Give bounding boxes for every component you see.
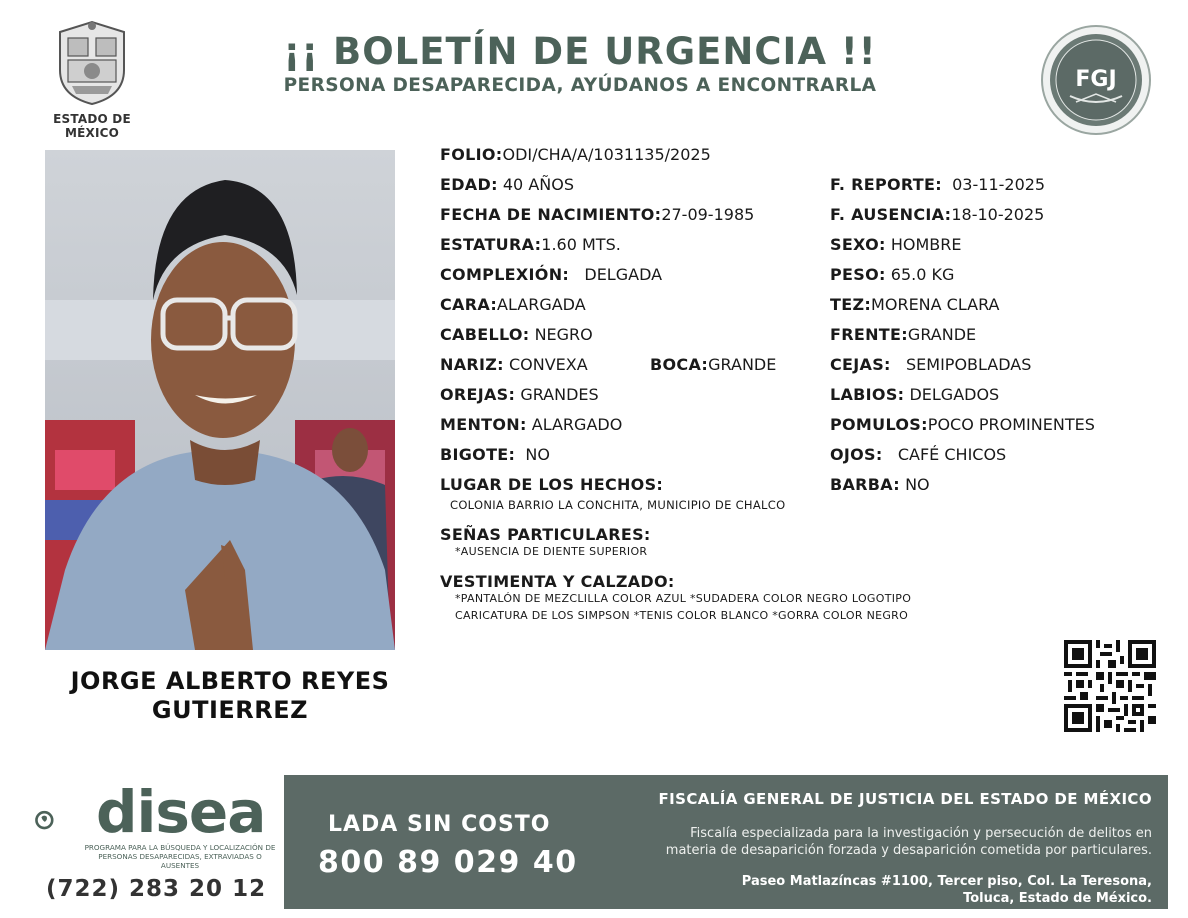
field-value: POCO PROMINENTES	[927, 415, 1095, 434]
field-folio	[440, 145, 711, 165]
field-label: OJOS:	[830, 445, 883, 464]
field-value: 1.60 MTS.	[541, 235, 621, 254]
estado-de-mexico-logo	[30, 18, 154, 140]
field-f-reporte	[830, 175, 1045, 195]
field-label: POMULOS:	[830, 415, 928, 434]
field-value: CONVEXA	[508, 355, 588, 374]
fgj-name: FISCALÍA GENERAL DE JUSTICIA DEL ESTADO DE MÉXICO	[658, 790, 1152, 808]
odisea-subtitle: PROGRAMA PARA LA BÚSQUEDA Y LOCALIZACIÓN DE PERSONAS DESAPARECIDAS, EXTRAVIADAS O AUSENTES	[84, 843, 276, 870]
fgj-description	[560, 825, 1152, 859]
field-label: CABELLO:	[440, 325, 530, 344]
field-value: GRANDES	[520, 385, 599, 404]
field-value: 40 AÑOS	[502, 175, 574, 194]
field-label: COMPLEXIÓN:	[440, 265, 570, 284]
fgj-address-line2: Toluca, Estado de México.	[963, 891, 1152, 906]
field-value: ALARGADO	[531, 415, 623, 434]
field-label: PESO:	[830, 265, 886, 284]
page-subtitle: PERSONA DESAPARECIDA, AYÚDANOS A ENCONTRARLA	[283, 75, 877, 96]
lada-phone-number[interactable]: 800 89 029 40	[318, 845, 578, 880]
person-photo	[45, 150, 395, 650]
field-labios	[830, 385, 999, 405]
field-label: OREJAS:	[440, 385, 516, 404]
lada-label: LADA SIN COSTO	[328, 812, 551, 837]
estado-de-mexico-shield-icon	[52, 18, 132, 108]
odisea-phone[interactable]: (722) 283 20 12	[46, 876, 267, 902]
field-label: TEZ:	[830, 295, 872, 314]
field-cara	[440, 295, 586, 315]
field-pomulos	[830, 415, 1095, 435]
vestimenta-line2: CARICATURA DE LOS SIMPSON *TENIS COLOR BLANCO *GORRA COLOR NEGRO	[455, 609, 909, 622]
field-ojos	[830, 445, 1006, 465]
field-label: BIGOTE:	[440, 445, 516, 464]
person-name-line1: JORGE ALBERTO REYES	[70, 667, 390, 695]
field-estatura	[440, 235, 621, 255]
field-label: EDAD:	[440, 175, 498, 194]
lugar-heading: LUGAR DE LOS HECHOS:	[440, 475, 664, 494]
field-value: SEMIPOBLADAS	[906, 355, 1032, 374]
person-name	[40, 667, 420, 725]
field-value: NEGRO	[534, 325, 593, 344]
field-value: 18-10-2025	[951, 205, 1045, 224]
field-value: HOMBRE	[890, 235, 962, 254]
field-frente	[830, 325, 976, 345]
field-cejas	[830, 355, 1031, 375]
fgj-seal-icon	[1040, 24, 1152, 136]
field-value: DELGADA	[584, 265, 663, 284]
field-label: BARBA:	[830, 475, 900, 494]
field-label: MENTON:	[440, 415, 527, 434]
vestimenta-heading: VESTIMENTA Y CALZADO:	[440, 572, 675, 591]
field-peso	[830, 265, 954, 285]
lugar-value: COLONIA BARRIO LA CONCHITA, MUNICIPIO DE CHALCO	[450, 498, 786, 512]
person-name-line2: GUTIERREZ	[151, 696, 309, 724]
field-label: FRENTE:	[830, 325, 908, 344]
field-label: NARIZ:	[440, 355, 504, 374]
field-value: ALARGADA	[497, 295, 586, 314]
field-label: LABIOS:	[830, 385, 905, 404]
page-title: ¡¡ BOLETÍN DE URGENCIA !!	[283, 30, 877, 73]
field-cabello	[440, 325, 593, 345]
field-label: CARA:	[440, 295, 498, 314]
field-menton	[440, 415, 622, 435]
field-edad	[440, 175, 574, 195]
field-value: GRANDE	[907, 325, 977, 344]
vestimenta-line1: *PANTALÓN DE MEZCLILLA COLOR AZUL *SUDADERA COLOR NEGRO LOGOTIPO	[455, 592, 912, 605]
fgj-description-line1: Fiscalía especializada para la investigación y persecución de delitos en	[690, 826, 1152, 841]
field-value: DELGADOS	[909, 385, 1000, 404]
field-f-ausencia	[830, 205, 1044, 225]
field-label: F. AUSENCIA:	[830, 205, 952, 224]
fgj-logo-text: FGJ	[1075, 67, 1117, 92]
field-value: GRANDE	[708, 355, 777, 374]
field-tez	[830, 295, 999, 315]
field-label: FECHA DE NACIMIENTO:	[440, 205, 662, 224]
qr-code-icon[interactable]	[1064, 640, 1156, 732]
field-orejas	[440, 385, 599, 405]
field-value: 65.0 KG	[890, 265, 955, 284]
field-label: ESTATURA:	[440, 235, 542, 254]
field-label: CEJAS:	[830, 355, 891, 374]
field-label: BOCA:	[650, 355, 709, 374]
field-value: NO	[905, 475, 930, 494]
field-boca	[650, 355, 776, 375]
field-bigote	[440, 445, 550, 465]
estado-de-mexico-label: ESTADO DE MÉXICO	[53, 112, 131, 140]
field-sexo	[830, 235, 961, 255]
fgj-address-line1: Paseo Matlazíncas #1100, Tercer piso, Col. La Teresona,	[741, 874, 1152, 889]
field-nariz	[440, 355, 588, 375]
field-label: SEXO:	[830, 235, 886, 254]
field-barba	[830, 475, 930, 495]
senas-value: *AUSENCIA DE DIENTE SUPERIOR	[455, 545, 648, 558]
field-value: NO	[525, 445, 550, 464]
senas-heading: SEÑAS PARTICULARES:	[440, 525, 651, 544]
field-value: 27-09-1985	[661, 205, 755, 224]
field-complexion	[440, 265, 662, 285]
fgj-description-line2: materia de desaparición forzada y desaparición cometida por particulares.	[665, 843, 1152, 858]
fgj-address	[560, 873, 1152, 907]
field-label: FOLIO:	[440, 145, 503, 164]
field-value: ODI/CHA/A/1031135/2025	[502, 145, 711, 164]
field-value: MORENA CLARA	[871, 295, 1000, 314]
field-fecha-nacimiento	[440, 205, 754, 225]
field-label: F. REPORTE:	[830, 175, 942, 194]
field-value: 03-11-2025	[952, 175, 1046, 194]
field-value: CAFÉ CHICOS	[897, 445, 1007, 464]
odisea-wordmark: disea	[96, 778, 266, 846]
